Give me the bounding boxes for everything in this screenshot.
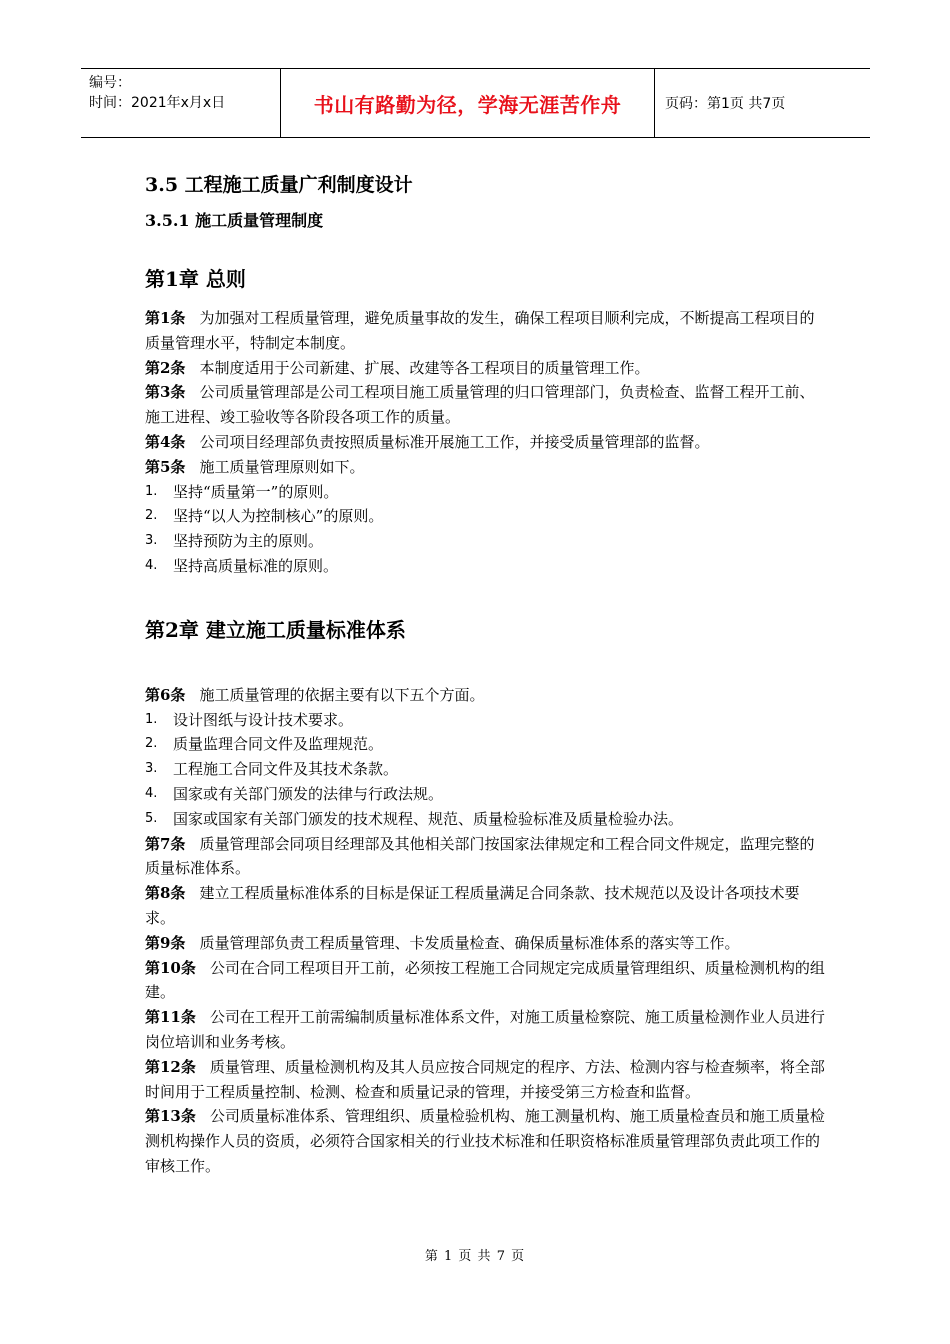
chapter-2-articles bbox=[145, 683, 825, 1179]
list-number: 5. bbox=[145, 810, 158, 826]
list-number: 1. bbox=[145, 711, 158, 727]
article bbox=[145, 430, 825, 455]
article bbox=[145, 931, 825, 956]
article-number: 第12条 bbox=[145, 1057, 196, 1076]
list-number: 3. bbox=[145, 533, 158, 549]
document-body bbox=[145, 170, 825, 1179]
article-number: 第3条 bbox=[145, 383, 186, 402]
list-item bbox=[145, 504, 825, 529]
list-number: 4. bbox=[145, 557, 158, 573]
list-number: 3. bbox=[145, 761, 158, 777]
article-text: 公司质量管理部是公司工程项目施工质量管理的归口管理部门，负责检查、监督工程开工前、施工进程、竣工验收等各阶段各项工作的质量。 bbox=[145, 383, 815, 427]
list-text: 国家或国家有关部门颁发的技术规程、规范、质量检验标准及质量检验办法。 bbox=[173, 809, 684, 828]
article bbox=[145, 455, 825, 480]
header-motto: 书山有路勤为径，学海无涯苦作舟 bbox=[281, 69, 655, 137]
article-number: 第13条 bbox=[145, 1107, 196, 1126]
list-number: 1. bbox=[145, 483, 158, 499]
list-text: 工程施工合同文件及其技术条款。 bbox=[173, 760, 399, 779]
article-number: 第10条 bbox=[145, 958, 196, 977]
article bbox=[145, 832, 825, 882]
section-title: 3.5 工程施工质量广利制度设计 bbox=[145, 174, 413, 196]
list-number: 2. bbox=[145, 736, 158, 752]
article-text: 质量管理部会同项目经理部及其他相关部门按国家法律规定和工程合同文件规定，监理完整的质量标准体系。 bbox=[145, 834, 815, 878]
article-number: 第2条 bbox=[145, 358, 186, 377]
article-text: 公司质量标准体系、管理组织、质量检验机构、施工测量机构、施工质量检查员和施工质量检测机构操作人员的资质，必须符合国家相关的行业技术标准和任职资格标准质量管理部负责此项工作的审核工作。 bbox=[145, 1107, 825, 1175]
list-number: 4. bbox=[145, 785, 158, 801]
article-text: 施工质量管理的依据主要有以下五个方面。 bbox=[199, 685, 485, 704]
article-number: 第8条 bbox=[145, 884, 186, 903]
doc-time-label: 时间：2021年x月x日 bbox=[89, 95, 226, 111]
article-text: 公司在工程开工前需编制质量标准体系文件，对施工质量检察院、施工质量检测作业人员进行岗位培训和业务考核。 bbox=[145, 1008, 825, 1051]
article-text: 为加强对工程质量管理，避免质量事故的发生，确保工程项目顺利完成，不断提高工程项目的质量管理水平，特制定本制度。 bbox=[145, 309, 815, 352]
subsection-title: 3.5.1 施工质量管理制度 bbox=[145, 211, 324, 230]
list-item bbox=[145, 529, 825, 554]
article-text: 施工质量管理原则如下。 bbox=[199, 457, 365, 476]
article-number: 第6条 bbox=[145, 685, 186, 704]
list-text: 坚持高质量标准的原则。 bbox=[173, 556, 339, 575]
list-item bbox=[145, 480, 825, 505]
chapter-2-title: 第2章 建立施工质量标准体系 bbox=[145, 617, 406, 642]
article bbox=[145, 1055, 825, 1105]
header-meta bbox=[81, 69, 281, 137]
list-item bbox=[145, 554, 825, 579]
page-footer: 第 1 页 共 7 页 bbox=[424, 1249, 526, 1264]
article-number: 第7条 bbox=[145, 834, 186, 853]
article bbox=[145, 380, 825, 430]
article bbox=[145, 956, 825, 1006]
article-number: 第1条 bbox=[145, 309, 186, 327]
list-text: 坚持“以人为控制核心”的原则。 bbox=[173, 507, 384, 526]
article bbox=[145, 1104, 825, 1178]
article bbox=[145, 1005, 825, 1055]
article-number: 第5条 bbox=[145, 457, 186, 476]
article-text: 质量管理部负责工程质量管理、卡发质量检查、确保质量标准体系的落实等工作。 bbox=[199, 933, 740, 952]
article-text: 公司在合同工程项目开工前，必须按工程施工合同规定完成质量管理组织、质量检测机构的组建。 bbox=[145, 958, 825, 1002]
article-text: 公司项目经理部负责按照质量标准开展施工工作，并接受质量管理部的监督。 bbox=[199, 432, 710, 451]
chapter-1-articles bbox=[145, 306, 825, 579]
article-number: 第11条 bbox=[145, 1008, 196, 1027]
article bbox=[145, 881, 825, 931]
list-text: 国家或有关部门颁发的法律与行政法规。 bbox=[173, 784, 444, 803]
article-text: 本制度适用于公司新建、扩展、改建等各工程项目的质量管理工作。 bbox=[199, 358, 650, 377]
list-item bbox=[145, 708, 825, 733]
article-text: 建立工程质量标准体系的目标是保证工程质量满足合同条款、技术规范以及设计各项技术要求。 bbox=[145, 884, 800, 927]
list-item bbox=[145, 807, 825, 832]
list-item bbox=[145, 732, 825, 757]
chapter-1-title: 第1章 总则 bbox=[145, 267, 246, 291]
list-item bbox=[145, 782, 825, 807]
list-item bbox=[145, 757, 825, 782]
list-text: 坚持预防为主的原则。 bbox=[173, 532, 324, 551]
list-text: 坚持“质量第一”的原则。 bbox=[173, 482, 339, 501]
doc-number-label: 编号： bbox=[89, 75, 131, 91]
page-header bbox=[81, 68, 870, 138]
article bbox=[145, 356, 825, 381]
header-page-label: 页码：第1页 共7页 bbox=[665, 96, 786, 112]
list-text: 质量监理合同文件及监理规范。 bbox=[173, 735, 384, 754]
list-text: 设计图纸与设计技术要求。 bbox=[173, 710, 354, 729]
article bbox=[145, 683, 825, 708]
list-number: 2. bbox=[145, 508, 158, 524]
article bbox=[145, 306, 825, 356]
article-number: 第9条 bbox=[145, 933, 186, 952]
article-number: 第4条 bbox=[145, 432, 186, 451]
article-text: 质量管理、质量检测机构及其人员应按合同规定的程序、方法、检测内容与检查频率，将全部时间用于工程质量控制、检测、检查和质量记录的管理，并接受第三方检查和监督。 bbox=[145, 1057, 825, 1101]
